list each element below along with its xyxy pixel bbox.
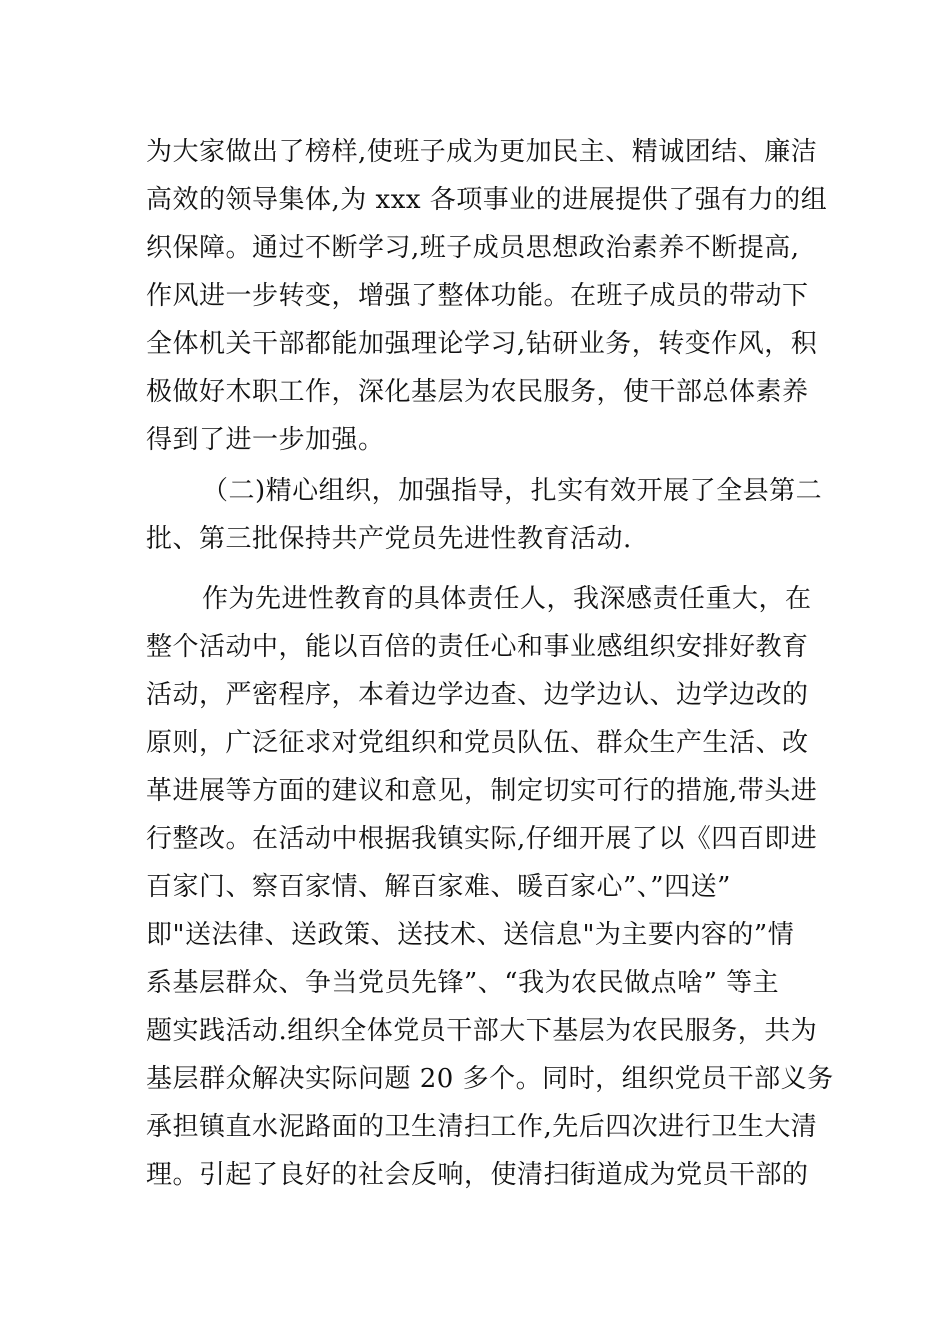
text-line: 全体机关干部都能加强理论学习,钻研业务，转变作风，积 xyxy=(146,329,818,359)
text-line: 基层群众解决实际问题 20 多个。同时，组织党员干部义务 xyxy=(146,1064,834,1094)
text-line: 为大家做出了榜样,使班子成为更加民主、精诚团结、廉洁 xyxy=(146,137,818,167)
text-line: 作风进一步转变，增强了整体功能。在班子成员的带动下 xyxy=(146,281,809,311)
text-line: 即"送法律、送政策、送技术、送信息"为主要内容的”情 xyxy=(146,920,795,950)
text-line: 革进展等方面的建议和意见，制定切实可行的措施,带头进 xyxy=(146,776,818,806)
text-line: 行整改。在活动中根据我镇实际,仔细开展了以《四百即进 xyxy=(146,824,818,854)
text-line: 百家门、察百家情、解百家难、暖百家心”、”四送” xyxy=(146,872,731,902)
text-line: 原则，广泛征求对党组织和党员队伍、群众生产生活、改 xyxy=(146,728,809,758)
text-line: 织保障。通过不断学习,班子成员思想政治素养不断提高, xyxy=(146,233,800,263)
section-heading: （二)精心组织，加强指导，扎实有效开展了全县第二 xyxy=(202,476,823,506)
text-line: 理。引起了良好的社会反响，使清扫街道成为党员干部的 xyxy=(146,1160,809,1190)
section-heading-continued: 批、第三批保持共产党员先进性教育活动. xyxy=(146,524,632,554)
text-line: 活动，严密程序，本着边学边查、边学边认、边学边改的 xyxy=(146,680,809,710)
text-line: 整个活动中，能以百倍的责任心和事业感组织安排好教育 xyxy=(146,632,809,662)
text-line: 极做好木职工作，深化基层为农民服务，使干部总体素养 xyxy=(146,377,809,407)
text-line: 承担镇直水泥路面的卫生清扫工作,先后四次进行卫生大清 xyxy=(146,1112,818,1142)
text-line: 系基层群众、争当党员先锋”、“我为农民做点啥” 等主 xyxy=(146,968,780,998)
text-line: 高效的领导集体,为 xxx 各项事业的进展提供了强有力的组 xyxy=(146,185,828,215)
text-line: 题实践活动.组织全体党员干部大下基层为农民服务，共为 xyxy=(146,1016,818,1046)
text-line: 作为先进性教育的具体责任人，我深感责任重大，在 xyxy=(202,584,812,614)
text-line: 得到了进一步加强。 xyxy=(146,425,385,455)
